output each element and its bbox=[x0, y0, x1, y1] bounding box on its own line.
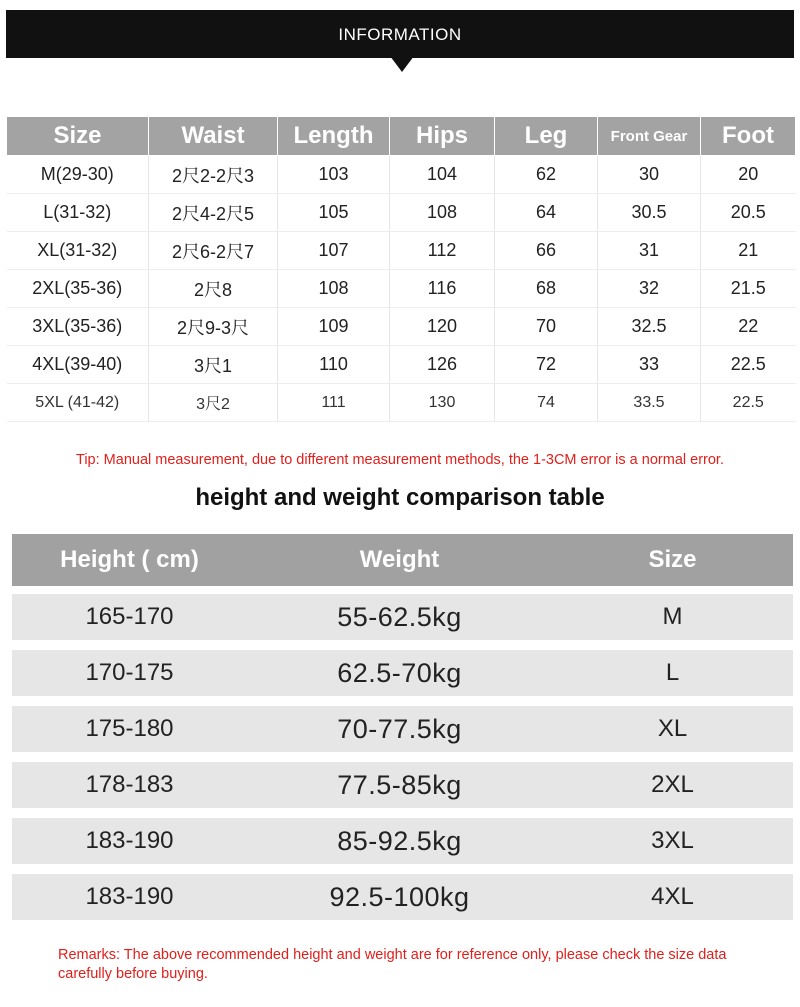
cell-front-gear: 33.5 bbox=[598, 384, 701, 422]
cell-hips: 108 bbox=[390, 194, 495, 232]
cell-leg: 64 bbox=[495, 194, 598, 232]
remarks-note: Remarks: The above recommended height and weight are for reference only, please check the size data carefully before buying. bbox=[58, 947, 727, 982]
cell-foot: 20.5 bbox=[701, 194, 796, 232]
cell-front-gear: 33 bbox=[598, 346, 701, 384]
cell-weight: 70-77.5kg bbox=[337, 713, 462, 744]
table-row bbox=[7, 346, 796, 384]
cell-weight: 92.5-100kg bbox=[329, 881, 470, 912]
cell-length: 108 bbox=[278, 270, 390, 308]
comparison-title: height and weight comparison table bbox=[195, 484, 605, 511]
cell-hips: 120 bbox=[390, 308, 495, 346]
table-row bbox=[7, 308, 796, 346]
cell-size: 4XL bbox=[651, 883, 694, 910]
size-table-header bbox=[7, 117, 796, 156]
cell-size: M bbox=[662, 603, 683, 630]
banner-pointer bbox=[390, 56, 414, 72]
cell-size: 5XL (41-42) bbox=[7, 384, 149, 422]
cell-front-gear: 32.5 bbox=[598, 308, 701, 346]
cell-size: 2XL bbox=[651, 771, 694, 798]
cell-height: 165-170 bbox=[85, 603, 174, 630]
table-row bbox=[12, 762, 793, 808]
cell-size: 3XL(35-36) bbox=[7, 308, 149, 346]
cell-weight: 77.5-85kg bbox=[337, 769, 462, 800]
table-row bbox=[7, 156, 796, 194]
cell-foot: 21 bbox=[701, 232, 796, 270]
column-header-size: Size bbox=[648, 546, 697, 573]
cell-weight: 85-92.5kg bbox=[337, 825, 462, 856]
cell-weight: 62.5-70kg bbox=[337, 657, 462, 688]
cell-hips: 104 bbox=[390, 156, 495, 194]
cell-hips: 126 bbox=[390, 346, 495, 384]
column-header-front-gear: Front Gear bbox=[598, 117, 701, 156]
cell-waist: 2尺2-2尺3 bbox=[149, 156, 278, 194]
cell-length: 105 bbox=[278, 194, 390, 232]
comparison-table-header bbox=[12, 534, 793, 586]
cell-height: 178-183 bbox=[85, 771, 174, 798]
table-row bbox=[7, 232, 796, 270]
cell-foot: 22.5 bbox=[701, 384, 796, 422]
cell-size: M(29-30) bbox=[7, 156, 149, 194]
table-row bbox=[12, 706, 793, 752]
measurement-tip: Tip: Manual measurement, due to different measurement methods, the 1-3CM error is a normal error. bbox=[76, 452, 724, 468]
table-row bbox=[12, 650, 793, 696]
column-header-leg: Leg bbox=[495, 117, 598, 156]
column-header-weight: Weight bbox=[359, 546, 440, 573]
cell-leg: 74 bbox=[495, 384, 598, 422]
header-title: INFORMATION bbox=[338, 25, 462, 44]
cell-front-gear: 30 bbox=[598, 156, 701, 194]
column-header-length: Length bbox=[278, 117, 390, 156]
cell-foot: 22.5 bbox=[701, 346, 796, 384]
table-row bbox=[7, 270, 796, 308]
cell-waist: 2尺8 bbox=[149, 270, 278, 308]
cell-height: 183-190 bbox=[85, 883, 174, 910]
cell-weight: 55-62.5kg bbox=[337, 601, 462, 632]
cell-size: 2XL(35-36) bbox=[7, 270, 149, 308]
table-row bbox=[7, 194, 796, 232]
cell-front-gear: 32 bbox=[598, 270, 701, 308]
header-banner bbox=[6, 10, 794, 58]
cell-leg: 62 bbox=[495, 156, 598, 194]
table-row bbox=[12, 874, 793, 920]
table-row bbox=[12, 818, 793, 864]
cell-height: 175-180 bbox=[85, 715, 174, 742]
cell-foot: 20 bbox=[701, 156, 796, 194]
cell-length: 111 bbox=[278, 384, 390, 422]
cell-hips: 130 bbox=[390, 384, 495, 422]
cell-size: XL(31-32) bbox=[7, 232, 149, 270]
cell-leg: 72 bbox=[495, 346, 598, 384]
cell-length: 107 bbox=[278, 232, 390, 270]
cell-front-gear: 30.5 bbox=[598, 194, 701, 232]
table-row bbox=[12, 594, 793, 640]
cell-waist: 3尺1 bbox=[149, 346, 278, 384]
column-header-hips: Hips bbox=[390, 117, 495, 156]
column-header-foot: Foot bbox=[701, 117, 796, 156]
cell-size: XL bbox=[657, 715, 688, 742]
size-table bbox=[6, 116, 796, 422]
cell-size: 3XL bbox=[651, 827, 694, 854]
column-header-waist: Waist bbox=[149, 117, 278, 156]
cell-leg: 70 bbox=[495, 308, 598, 346]
cell-foot: 21.5 bbox=[701, 270, 796, 308]
cell-waist: 2尺9-3尺 bbox=[149, 308, 278, 346]
cell-leg: 68 bbox=[495, 270, 598, 308]
cell-length: 110 bbox=[278, 346, 390, 384]
column-header-size: Size bbox=[7, 117, 149, 156]
cell-waist: 3尺2 bbox=[149, 384, 278, 422]
cell-height: 170-175 bbox=[85, 659, 174, 686]
cell-hips: 112 bbox=[390, 232, 495, 270]
cell-length: 109 bbox=[278, 308, 390, 346]
cell-front-gear: 31 bbox=[598, 232, 701, 270]
table-row bbox=[7, 384, 796, 422]
cell-size: L(31-32) bbox=[7, 194, 149, 232]
cell-height: 183-190 bbox=[85, 827, 174, 854]
cell-waist: 2尺6-2尺7 bbox=[149, 232, 278, 270]
cell-leg: 66 bbox=[495, 232, 598, 270]
cell-size: 4XL(39-40) bbox=[7, 346, 149, 384]
cell-hips: 116 bbox=[390, 270, 495, 308]
cell-size: L bbox=[665, 659, 680, 686]
cell-waist: 2尺4-2尺5 bbox=[149, 194, 278, 232]
cell-foot: 22 bbox=[701, 308, 796, 346]
cell-length: 103 bbox=[278, 156, 390, 194]
column-header-height: Height ( cm) bbox=[60, 546, 199, 573]
